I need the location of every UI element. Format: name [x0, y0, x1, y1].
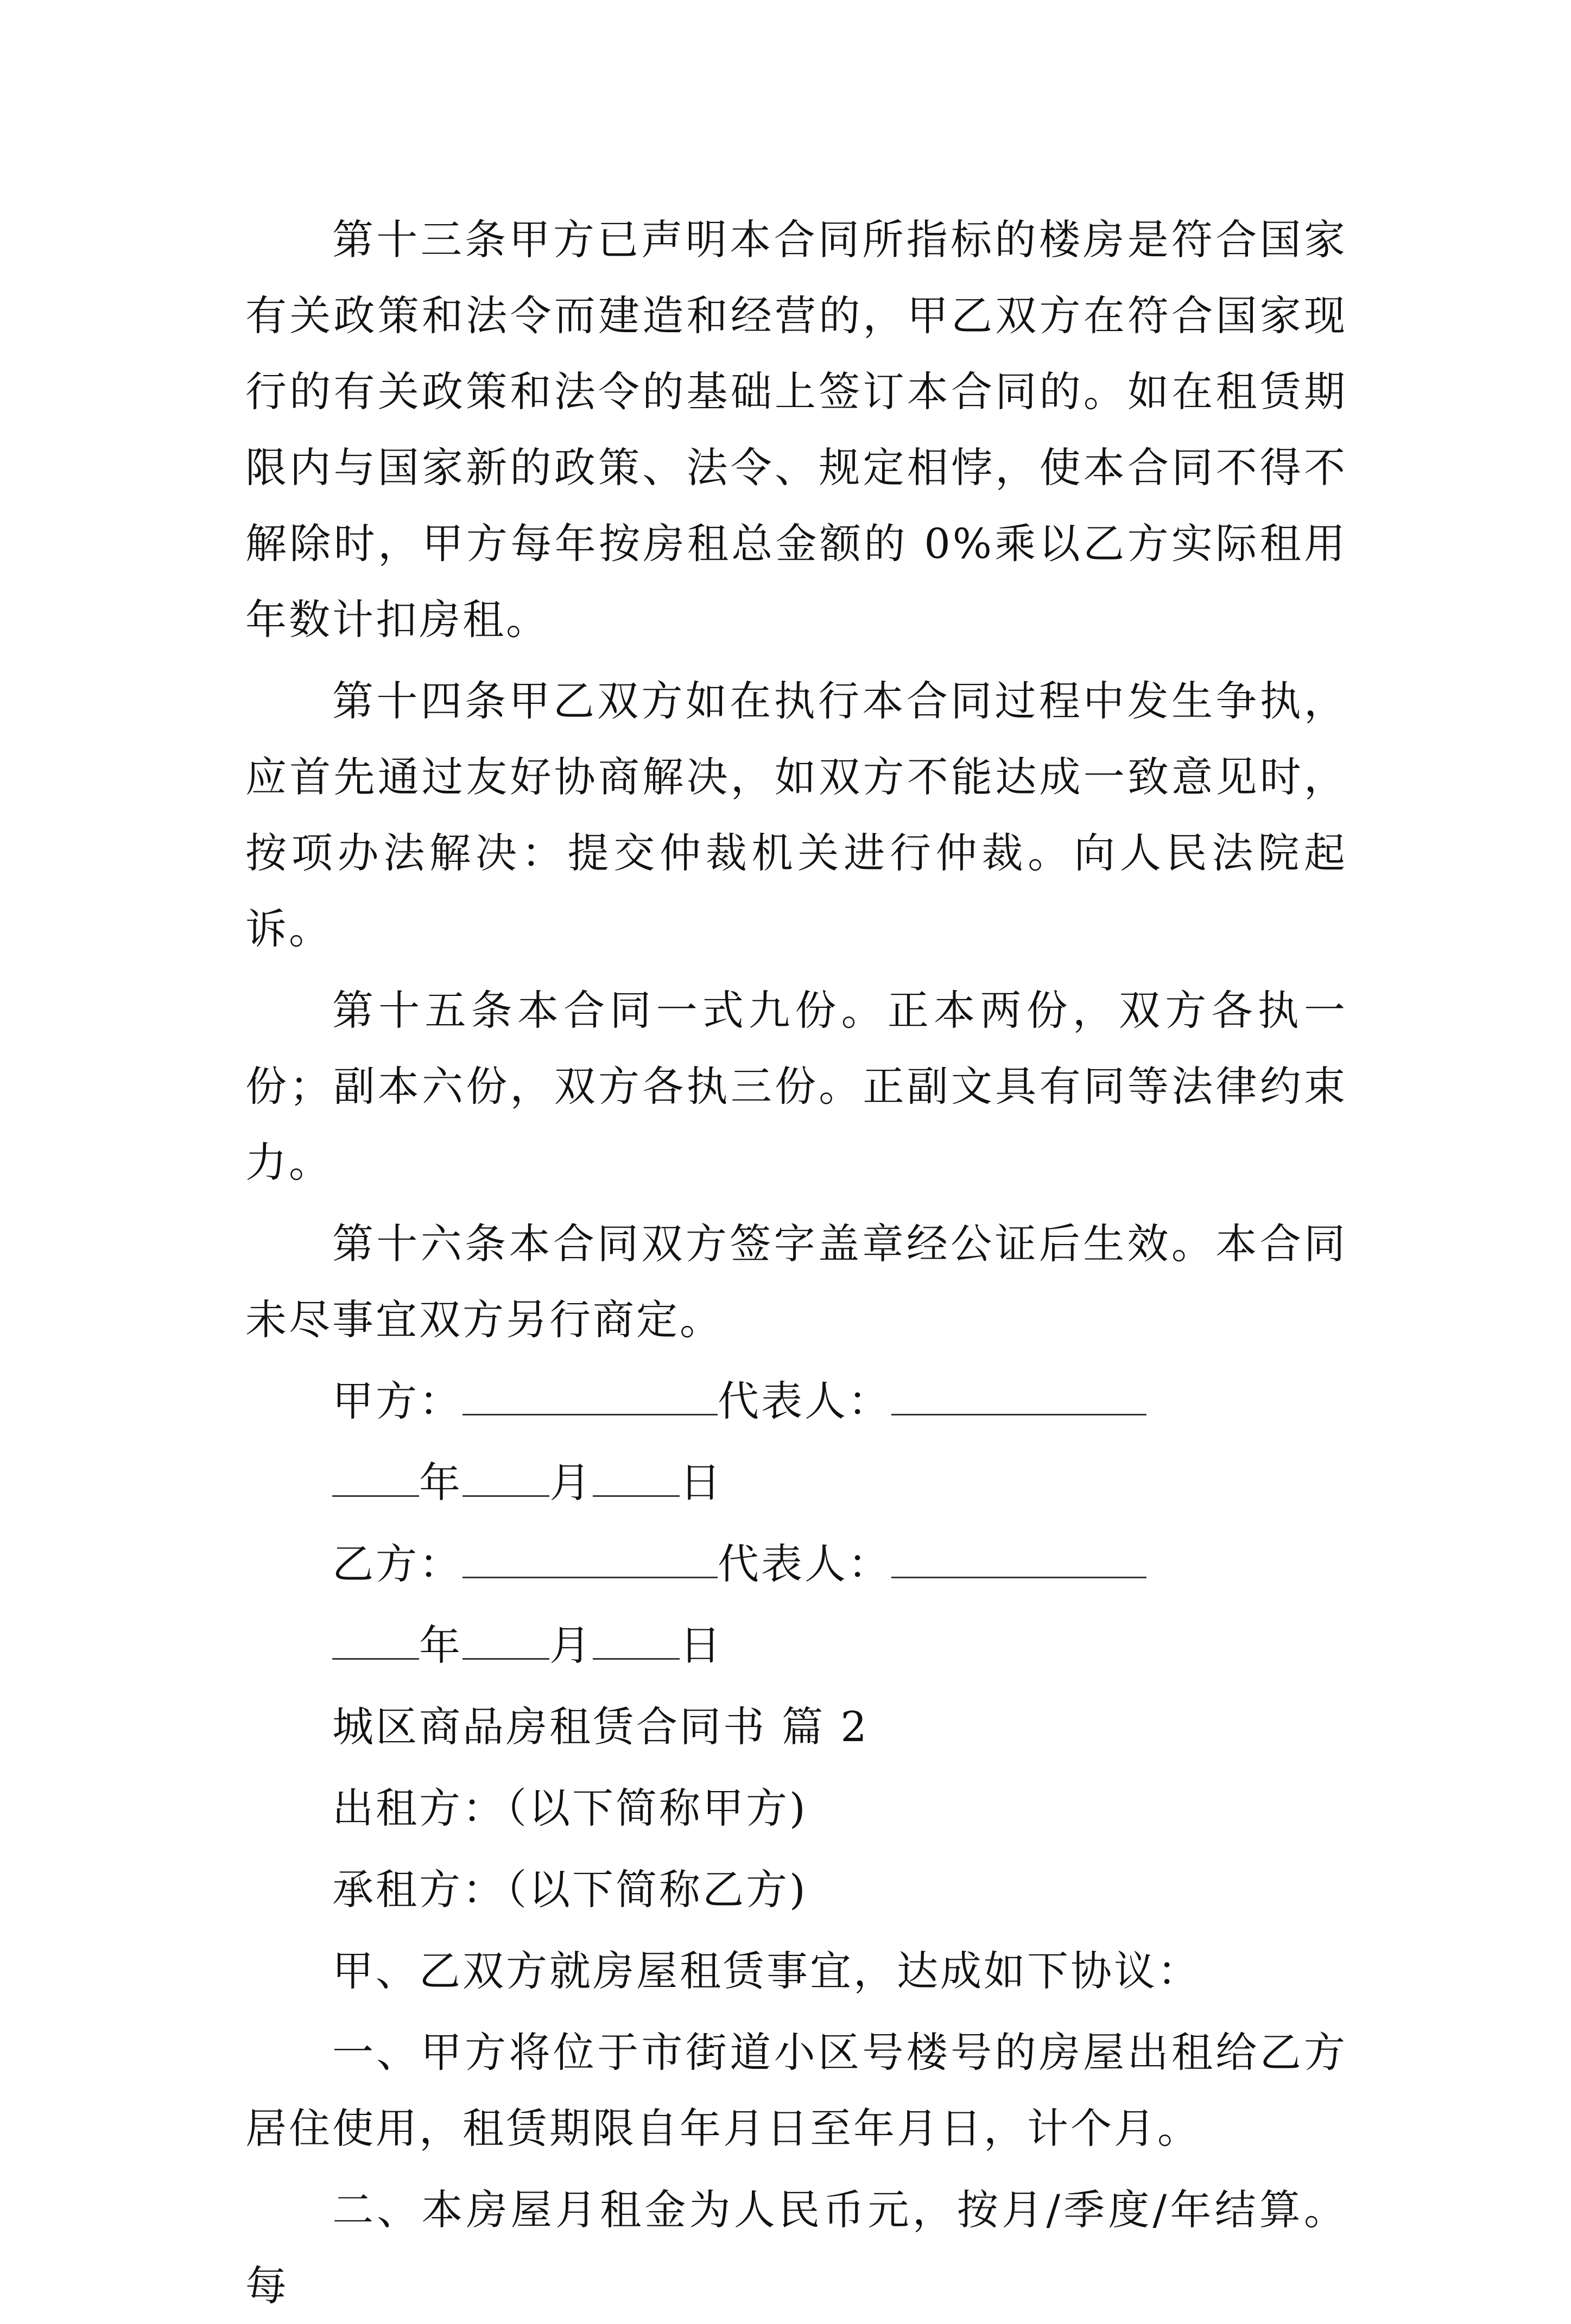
document-body [245, 202, 1347, 2324]
party-a-date-line [245, 1445, 1347, 1521]
party-b-name-blank [463, 1568, 718, 1578]
agreement-intro: 甲、乙双方就房屋租赁事宜，达成如下协议： [332, 1947, 1201, 1995]
article-14-paragraph: 第十四条甲乙双方如在执行本合同过程中发生争执，应首先通过友好协商解决，如双方不能达成一致意见时，按项办法解决：提交仲裁机关进行仲裁。向人民法院起诉。 [245, 677, 1347, 953]
day-label: 日 [680, 1458, 723, 1507]
party-b-date-line [245, 1608, 1347, 1684]
day-blank [593, 1487, 680, 1497]
lessor-line: 出租方：（以下简称甲方) [332, 1784, 808, 1832]
year-blank [332, 1649, 419, 1660]
article-16-paragraph: 第十六条本合同双方签字盖章经公证后生效。本合同未尽事宜双方另行商定。 [245, 1220, 1347, 1344]
article-15-paragraph: 第十五条本合同一式九份。正本两份，双方各执一份；副本六份，双方各执三份。正副文具有同等法律约束力。 [245, 986, 1347, 1186]
party-b-representative-label: 代表人： [718, 1540, 891, 1588]
section-2-title: 城区商品房租赁合同书 篇 2 [332, 1703, 869, 1751]
clause-1-paragraph: 一、甲方将位于市街道小区号楼号的房屋出租给乙方居住使用，租赁期限自年月日至年月日，计个月。 [245, 2028, 1347, 2152]
clause-2-paragraph: 二、本房屋月租金为人民币元，按月/季度/年结算。每 [245, 2186, 1347, 2310]
month-label: 月 [549, 1621, 593, 1669]
day-label: 日 [680, 1621, 723, 1669]
party-b-representative-blank [891, 1568, 1146, 1578]
lessee-line: 承租方：（以下简称乙方) [332, 1865, 808, 1914]
year-label: 年 [419, 1458, 463, 1507]
party-a-signature-line [245, 1363, 1347, 1439]
party-a-name-blank [463, 1405, 718, 1415]
month-blank [463, 1487, 549, 1497]
month-label: 月 [549, 1458, 593, 1507]
day-blank [593, 1649, 680, 1660]
party-a-representative-blank [891, 1405, 1146, 1415]
party-a-label: 甲方： [332, 1377, 463, 1425]
year-label: 年 [419, 1621, 463, 1669]
party-b-signature-line [245, 1526, 1347, 1602]
party-a-representative-label: 代表人： [718, 1377, 891, 1425]
month-blank [463, 1649, 549, 1660]
party-b-label: 乙方： [332, 1540, 463, 1588]
year-blank [332, 1487, 419, 1497]
article-13-paragraph: 第十三条甲方已声明本合同所指标的楼房是符合国家有关政策和法令而建造和经营的，甲乙双方在符合国家现行的有关政策和法令的基础上签订本合同的。如在租赁期限内与国家新的政策、法令、规定相悖，使本合同不得不解除时，甲方每年按房租总金额的 0%乘以乙方实际租用年数计扣房租。 [245, 215, 1347, 644]
